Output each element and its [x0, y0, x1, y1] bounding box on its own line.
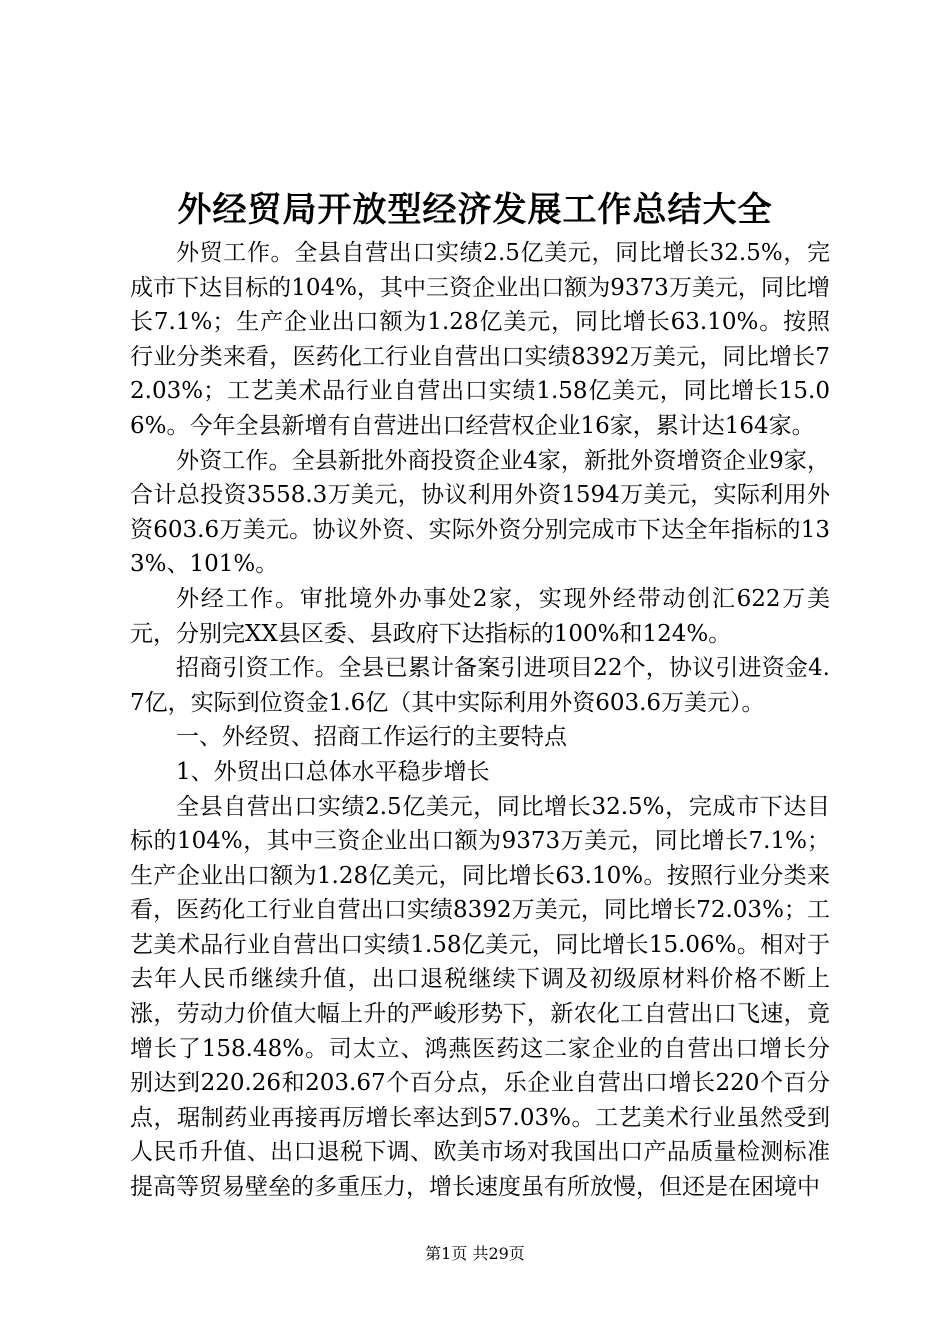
paragraph-foreign-trade: 外贸工作。全县自营出口实绩2.5亿美元，同比增长32.5%，完成市下达目标的104%，其中三资企业出口额为9373万美元，同比增长7.1%；生产企业出口额为1.28亿美元，同比增长63.10%。按照行业分类来看，医药化工行业自营出口实绩8392万美元，同比增长72.03%；工艺美术品行业自营出口实绩1.58亿美元，同比增长15.06%。今年全县新增有自营进出口经营权企业16家，累计达164家。	[130, 240, 830, 439]
subsection-heading: 1、外贸出口总体水平稳步增长	[176, 758, 490, 785]
paragraph-foreign-economic: 外经工作。审批境外办事处2家，实现外经带动创汇622万美元，分别完XX县区委、县政府下达指标的100%和124%。	[130, 585, 830, 647]
paragraph-export-details: 全县自营出口实绩2.5亿美元，同比增长32.5%，完成市下达目标的104%，其中三资企业出口额为9373万美元，同比增长7.1%；生产企业出口额为1.28亿美元，同比增长63.10%。按照行业分类来看，医药化工行业自营出口实绩8392万美元，同比增长72.03%；工艺美术品行业自营出口实绩1.58亿美元，同比增长15.06%。相对于去年人民币继续升值，出口退税继续下调及初级原材料价格不断上涨，劳动力价值大幅上升的严峻形势下，新农化工自营出口飞速，竟增长了158.48%。司太立、鸿燕医药这二家企业的自营出口增长分别达到220.26和203.67个百分点，乐企业自营出口增长220个百分点，琚制药业再接再厉增长率达到57.03%。工艺美术行业虽然受到人民币升值、出口退税下调、欧美市场对我国出口产品质量检测标准提高等贸易壁垒的多重压力，增长速度虽有所放慢，但还是在困境中	[130, 793, 830, 1201]
paragraph-investment-attraction: 招商引资工作。全县已累计备案引进项目22个，协议引进资金4.7亿，实际到位资金1.6亿（其中实际利用外资603.6万美元）。	[130, 655, 830, 716]
paragraph-foreign-investment: 外资工作。全县新批外商投资企业4家，新批外资增资企业9家，合计总投资3558.3万美元，协议利用外资1594万美元，实际利用外资603.6万美元。协议外资、实际外资分别完成市下达全年指标的133%、101%。	[130, 447, 830, 578]
document-title: 外经贸局开放型经济发展工作总结大全	[177, 190, 773, 230]
document-body	[130, 236, 830, 1205]
page-footer: 第1页 共29页	[425, 1244, 525, 1263]
section-heading: 一、外经贸、招商工作运行的主要特点	[176, 724, 567, 751]
